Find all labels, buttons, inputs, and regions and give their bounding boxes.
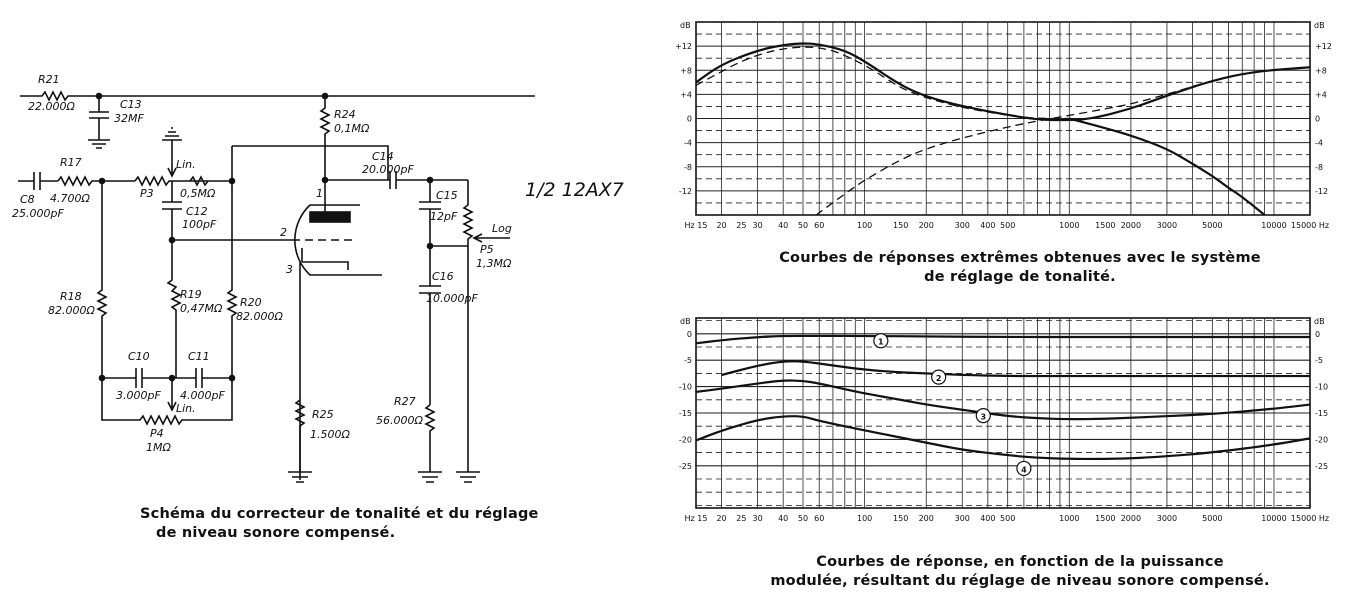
y-tick-label-right: -20 xyxy=(1315,435,1329,445)
label-c10: C10 xyxy=(128,350,150,363)
label-c16: C16 xyxy=(432,270,454,283)
label-c8: C8 xyxy=(20,193,35,206)
taper-p4: Lin. xyxy=(176,402,196,415)
y-tick-label-right: +4 xyxy=(1315,90,1327,100)
value-c11: 4.000pF xyxy=(180,389,225,402)
x-tick-label: 20 xyxy=(716,514,727,523)
x-tick-label: 150 xyxy=(893,221,909,230)
x-tick-label: 200 xyxy=(918,221,934,230)
label-c13: C13 xyxy=(120,98,142,111)
x-tick-label: 3000 xyxy=(1156,514,1178,523)
label-c11: C11 xyxy=(188,350,210,363)
value-r20: 82.000Ω xyxy=(236,310,283,323)
label-p3: P3 xyxy=(140,187,154,200)
x-tick-label: 5000 xyxy=(1202,221,1223,230)
value-r19: 0,47MΩ xyxy=(180,302,223,315)
loudness-caption-line1: Courbes de réponse, en fonction de la puissance xyxy=(816,554,1224,570)
y-tick-label-right: -5 xyxy=(1315,356,1323,366)
x-tick-label: 15000 Hz xyxy=(1290,221,1330,230)
value-c16: 10.000pF xyxy=(426,292,478,305)
y-tick-label-right: 0 xyxy=(1315,329,1321,339)
x-tick-label: 60 xyxy=(814,221,825,230)
value-p3: 0,5MΩ xyxy=(180,187,216,200)
x-tick-label: 50 xyxy=(797,221,809,230)
value-r27: 56.000Ω xyxy=(376,414,423,427)
x-tick-label: 1500 xyxy=(1095,514,1116,523)
value-r25: 1.500Ω xyxy=(310,428,350,441)
tube-label: 1/2 12AX7 xyxy=(525,179,624,201)
loudness-caption xyxy=(700,553,1340,591)
x-tick-label: 1000 xyxy=(1059,514,1080,523)
loudness-chart xyxy=(660,296,1350,536)
y-tick-label-left: 0 xyxy=(686,329,692,339)
series-label-1: 1 xyxy=(878,337,884,347)
x-tick-label: 25 xyxy=(736,514,747,523)
value-r18: 82.000Ω xyxy=(48,304,95,317)
value-c12: 100pF xyxy=(182,218,217,231)
y-tick-label-left: +4 xyxy=(680,90,692,100)
x-tick-label: 40 xyxy=(778,221,789,230)
series-line-1 xyxy=(696,336,1310,343)
label-r21: R21 xyxy=(38,73,60,86)
tone-extremes-chart xyxy=(660,0,1350,245)
x-tick-label: 1500 xyxy=(1095,221,1116,230)
x-tick-label: Hz 15 xyxy=(684,221,708,230)
taper-p3: Lin. xyxy=(176,158,196,171)
value-c10: 3.000pF xyxy=(116,389,161,402)
y-tick-label-left: +12 xyxy=(675,42,692,52)
x-tick-label: 400 xyxy=(980,221,996,230)
y-tick-label-right: -15 xyxy=(1315,409,1329,418)
y-tick-label-left: -8 xyxy=(684,162,692,172)
x-tick-label: 300 xyxy=(954,221,970,230)
x-tick-label: 100 xyxy=(856,514,873,523)
value-p4: 1MΩ xyxy=(146,441,171,454)
series-label-2: 2 xyxy=(935,374,942,384)
y-tick-label-right: -25 xyxy=(1315,461,1329,471)
y-unit-right: dB xyxy=(1314,317,1325,326)
label-c12: C12 xyxy=(186,205,208,218)
x-tick-label: 25 xyxy=(736,221,747,230)
y-tick-label-right: -4 xyxy=(1315,138,1323,148)
x-tick-label: 30 xyxy=(752,514,763,523)
label-r17: R17 xyxy=(60,156,82,169)
x-tick-label: 30 xyxy=(752,221,763,230)
series-label-3: 3 xyxy=(980,412,987,422)
y-tick-label-left: -10 xyxy=(678,382,692,392)
y-tick-label-left: -15 xyxy=(678,409,692,418)
value-c13: 32MF xyxy=(114,112,144,125)
x-tick-label: 100 xyxy=(856,221,873,230)
value-r24: 0,1MΩ xyxy=(334,122,370,135)
pin-3: 3 xyxy=(286,263,293,276)
y-tick-label-left: -12 xyxy=(678,186,692,196)
loudness-caption-line2: modulée, résultant du réglage de niveau sonore compensé. xyxy=(770,573,1270,589)
y-unit-left: dB xyxy=(680,317,691,326)
y-tick-label-left: -25 xyxy=(678,461,692,471)
x-tick-label: 3000 xyxy=(1156,221,1178,230)
x-tick-label: 150 xyxy=(893,514,909,523)
value-p5: 1,3MΩ xyxy=(476,257,512,270)
label-p5: P5 xyxy=(480,243,494,256)
tone-control-schematic xyxy=(0,0,650,500)
tone-extremes-caption-line2: de réglage de tonalité. xyxy=(924,269,1116,285)
y-tick-label-right: -10 xyxy=(1315,382,1329,392)
tone-extremes-caption xyxy=(700,249,1340,287)
x-tick-label: 50 xyxy=(797,514,809,523)
y-tick-label-right: -12 xyxy=(1315,186,1329,196)
x-tick-label: 15000 Hz xyxy=(1290,514,1330,523)
y-tick-label-left: -5 xyxy=(684,356,692,366)
y-unit-left: dB xyxy=(680,21,691,30)
series-line-2 xyxy=(722,361,1310,376)
value-c15: 12pF xyxy=(430,210,458,223)
series-line-1 xyxy=(696,43,1310,120)
tone-extremes-caption-line1: Courbes de réponses extrêmes obtenues avec le système xyxy=(779,250,1261,266)
pin-2: 2 xyxy=(280,226,287,239)
x-tick-label: 2000 xyxy=(1120,514,1142,523)
y-tick-label-right: 0 xyxy=(1315,114,1321,124)
x-tick-label: 500 xyxy=(1000,221,1016,230)
x-tick-label: 2000 xyxy=(1120,221,1142,230)
x-tick-label: 10000 xyxy=(1261,221,1287,230)
label-p4: P4 xyxy=(150,427,164,440)
value-r17: 4.700Ω xyxy=(50,192,90,205)
y-tick-label-right: -8 xyxy=(1315,162,1323,172)
value-c8: 25.000pF xyxy=(12,207,64,220)
x-tick-label: 20 xyxy=(716,221,727,230)
label-r27: R27 xyxy=(394,395,416,408)
y-tick-label-right: +8 xyxy=(1315,66,1327,76)
x-tick-label: 5000 xyxy=(1202,514,1223,523)
x-tick-label: 60 xyxy=(814,514,825,523)
pin-1: 1 xyxy=(316,187,323,200)
label-r18: R18 xyxy=(60,290,82,303)
y-tick-label-left: +8 xyxy=(680,66,692,76)
x-tick-label: 1000 xyxy=(1059,221,1080,230)
schematic-caption-line1: Schéma du correcteur de tonalité et du réglage xyxy=(140,506,539,522)
label-r19: R19 xyxy=(180,288,202,301)
label-c14: C14 xyxy=(372,150,394,163)
x-tick-label: 400 xyxy=(980,514,996,523)
label-r20: R20 xyxy=(240,296,262,309)
series-label-4: 4 xyxy=(1021,465,1027,475)
y-unit-right: dB xyxy=(1314,21,1325,30)
x-tick-label: Hz 15 xyxy=(684,514,708,523)
label-r25: R25 xyxy=(312,408,334,421)
label-r24: R24 xyxy=(334,108,356,121)
label-c15: C15 xyxy=(436,189,458,202)
taper-p5: Log xyxy=(492,222,512,235)
y-tick-label-left: -4 xyxy=(684,138,692,148)
value-r21: 22.000Ω xyxy=(28,100,75,113)
schematic-caption-line2: de niveau sonore compensé. xyxy=(156,525,396,541)
y-tick-label-right: +12 xyxy=(1315,42,1332,52)
schematic-caption xyxy=(140,505,640,543)
value-c14: 20.000pF xyxy=(362,163,414,176)
x-tick-label: 200 xyxy=(918,514,934,523)
y-tick-label-left: 0 xyxy=(686,114,692,124)
y-tick-label-left: -20 xyxy=(678,435,692,445)
x-tick-label: 10000 xyxy=(1261,514,1287,523)
x-tick-label: 40 xyxy=(778,514,789,523)
x-tick-label: 300 xyxy=(954,514,970,523)
x-tick-label: 500 xyxy=(1000,514,1016,523)
